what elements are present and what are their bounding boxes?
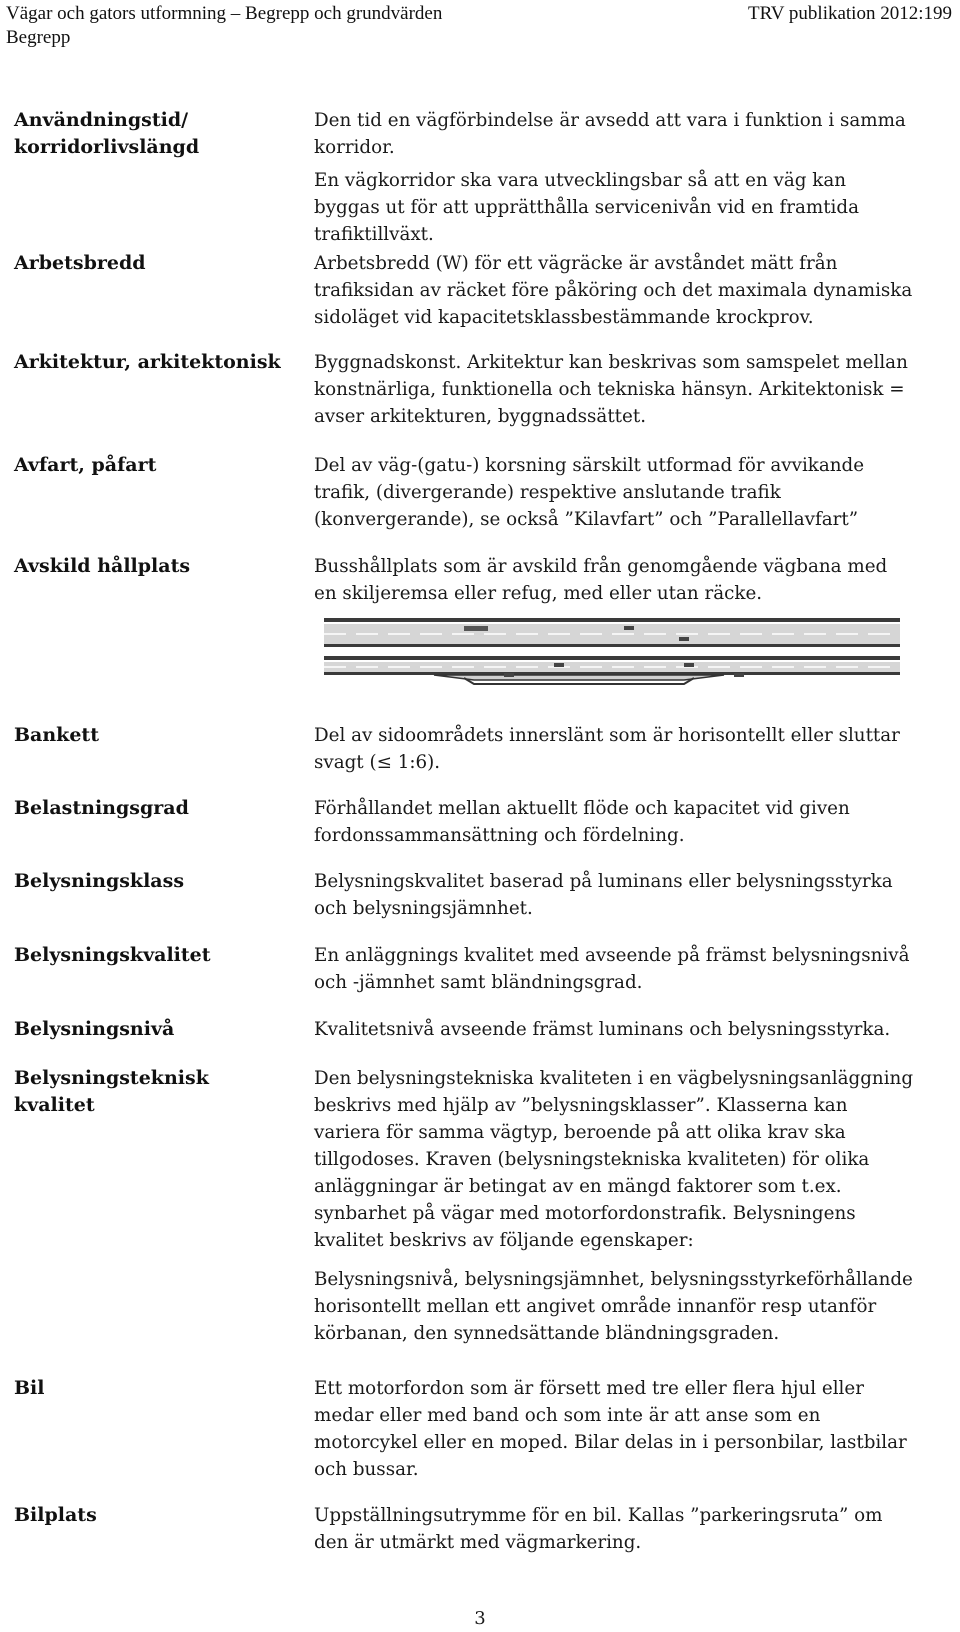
definition-paragraph: Byggnadskonst. Arkitektur kan beskrivas som samspelet mellan konstnärliga, funktionella och tekniska hänsyn. Arkitektonisk = avser arkitekturen, byggnadssättet. — [314, 352, 908, 427]
definition-paragraph: Belysningsnivå, belysningsjämnhet, belysningsstyrkeförhållande horisontellt mellan ett angivet område innanför resp utanför körbanan, den synnedsättande bländningsgraden. — [314, 1269, 913, 1344]
term-avfart: Avfart, påfart — [14, 454, 157, 476]
definition-paragraph: Del av väg-(gatu-) korsning särskilt utformad för avvikande trafik, (divergerande) respektive anslutande trafik (konvergerande), se också ”Kilavfart” och ”Parallellavfart” — [314, 455, 865, 530]
term-bil: Bil — [14, 1377, 45, 1399]
term-avskild-hallplats: Avskild hållplats — [14, 555, 191, 577]
road-bus-stop-illustration — [324, 616, 900, 686]
document-title: Vägar och gators utformning – Begrepp och grundvärden — [6, 3, 443, 24]
definition-belysningsniva — [314, 1016, 914, 1043]
term-bankett: Bankett — [14, 724, 99, 746]
definition-belysningsklass — [314, 868, 914, 922]
definition-paragraph: Uppställningsutrymme för en bil. Kallas ”parkeringsruta” om den är utmärkt med vägmarkering. — [314, 1505, 883, 1553]
term-belysningsklass: Belysningsklass — [14, 870, 185, 892]
term-anvandningstid: Användningstid/ korridorlivslängd — [14, 109, 200, 158]
definition-arbetsbredd — [314, 250, 914, 331]
term-arkitektur: Arkitektur, arkitektonisk — [14, 351, 281, 373]
term-belysningskvalitet: Belysningskvalitet — [14, 944, 211, 966]
definition-paragraph: En vägkorridor ska vara utvecklingsbar så att en väg kan byggas ut för att upprätthålla servicenivån vid en framtida trafiktillväxt. — [314, 170, 860, 245]
definition-paragraph: Förhållandet mellan aktuellt flöde och kapacitet vid given fordonssammansättning och fördelning. — [314, 798, 850, 846]
term-belysningsniva: Belysningsnivå — [14, 1018, 175, 1040]
definition-avfart — [314, 452, 914, 533]
definition-paragraph: Del av sidoområdets innerslänt som är horisontellt eller sluttar svagt (≤ 1:6). — [314, 725, 900, 773]
definition-paragraph: Busshållplats som är avskild från genomgående vägbana med en skiljeremsa eller refug, med eller utan räcke. — [314, 556, 888, 604]
definition-belastningsgrad — [314, 795, 914, 849]
definition-paragraph: Belysningskvalitet baserad på luminans eller belysningsstyrka och belysningsjämnhet. — [314, 871, 893, 919]
definition-bilplats — [314, 1502, 914, 1556]
definition-belysningsteknisk-kvalitet — [314, 1065, 914, 1347]
term-belastningsgrad: Belastningsgrad — [14, 797, 189, 819]
definition-arkitektur — [314, 349, 914, 430]
definition-paragraph: Den belysningstekniska kvaliteten i en vägbelysningsanläggning beskrivs med hjälp av ”belysningsklasser”. Klasserna kan variera för samma vägtyp, beroende på att olika krav ska tillgodoses. Kraven (belysningstekniska kvaliteten) för olika anläggningar är betingat av en mängd faktorer som t.ex. synbarhet på vägar med motorfordonstrafik. Belysningens kvalitet beskrivs av följande egenskaper: — [314, 1068, 914, 1251]
publication-number: TRV publikation 2012:199 — [748, 3, 952, 24]
definition-paragraph: Den tid en vägförbindelse är avsedd att vara i funktion i samma korridor. — [314, 110, 906, 158]
definition-anvandningstid — [314, 107, 914, 248]
term-bilplats: Bilplats — [14, 1504, 97, 1526]
term-arbetsbredd: Arbetsbredd — [14, 252, 146, 274]
definition-bil — [314, 1375, 914, 1483]
definition-paragraph: Arbetsbredd (W) för ett vägräcke är avståndet mätt från trafiksidan av räcket före påköring och det maximala dynamiska sidoläget vid kapacitetsklassbestämmande krockprov. — [314, 253, 913, 328]
section-title: Begrepp — [6, 27, 71, 48]
term-belysningsteknisk-kvalitet: Belysningsteknisk kvalitet — [14, 1067, 209, 1116]
definition-avskild-hallplats — [314, 553, 914, 607]
definition-paragraph: En anläggnings kvalitet med avseende på främst belysningsnivå och -jämnhet samt bländningsgrad. — [314, 945, 910, 993]
definition-bankett — [314, 722, 914, 776]
definition-belysningskvalitet — [314, 942, 914, 996]
page-number: 3 — [474, 1608, 486, 1629]
definition-paragraph: Ett motorfordon som är försett med tre eller flera hjul eller medar eller med band och som inte är att anse som en motorcykel eller en moped. Bilar delas in i personbilar, lastbilar och bussar. — [314, 1378, 907, 1480]
definition-paragraph: Kvalitetsnivå avseende främst luminans och belysningsstyrka. — [314, 1019, 891, 1040]
